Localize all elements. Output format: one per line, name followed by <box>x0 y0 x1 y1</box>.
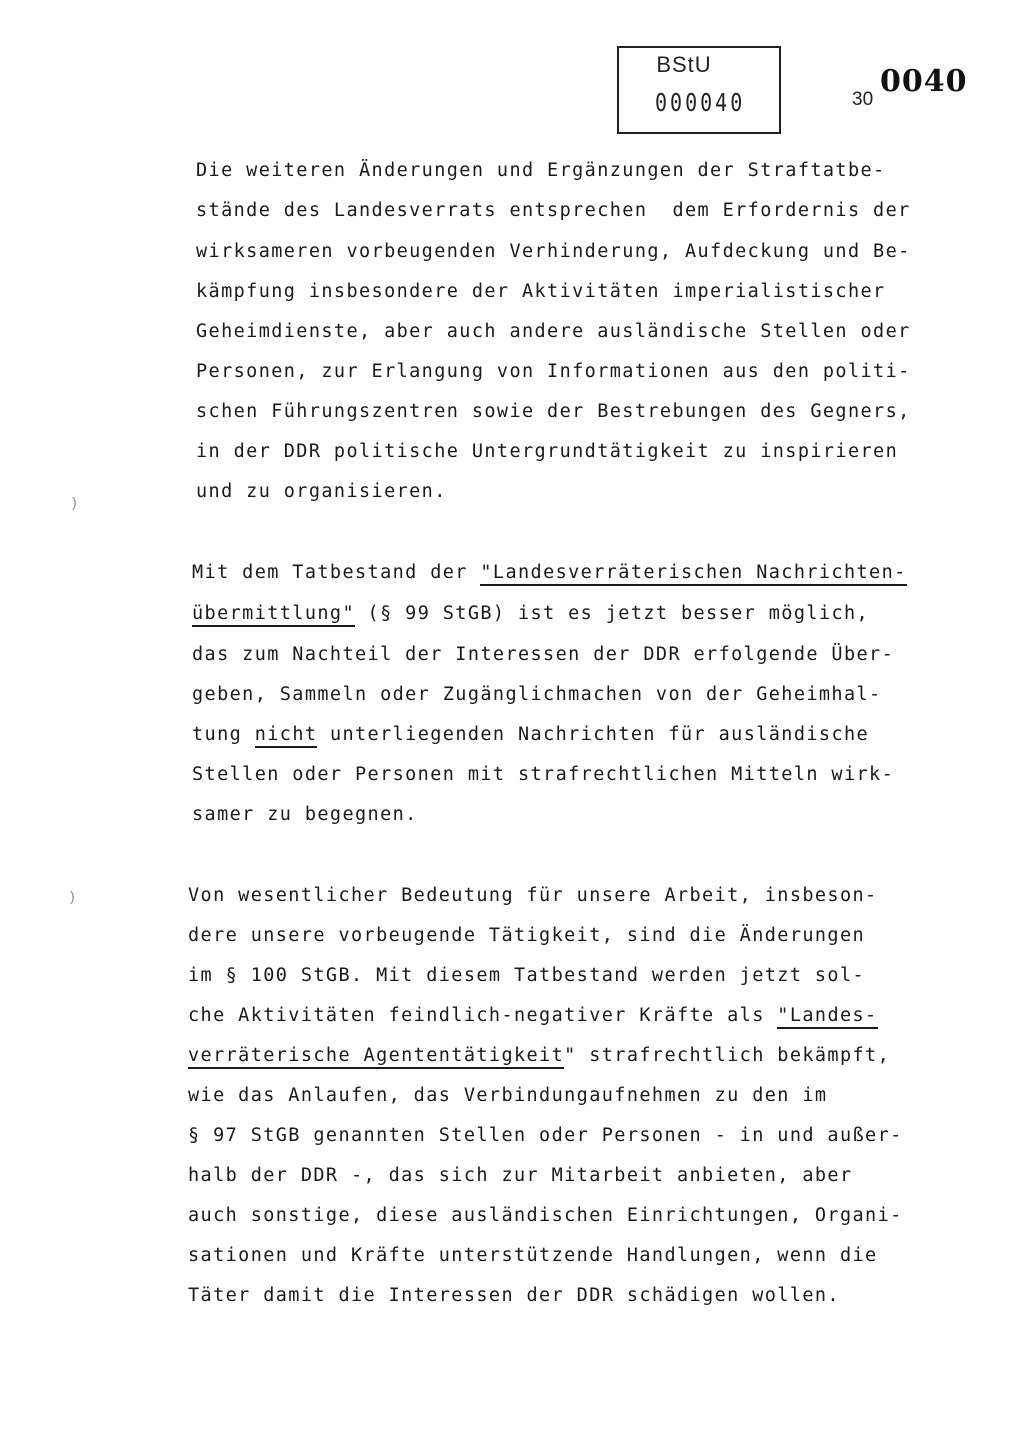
text-line: stände des Landesverrats entsprechen dem Erfordernis der <box>196 200 911 221</box>
text-line: im § 100 StGB. Mit diesem Tatbestand werden jetzt sol- <box>188 965 866 986</box>
text-line <box>188 1005 878 1026</box>
margin-speck: ) <box>72 494 77 510</box>
text-line <box>188 1045 890 1066</box>
text-line <box>192 603 869 624</box>
stamp-agency: BStU <box>656 52 712 77</box>
text-run: tung <box>192 724 255 745</box>
text-line: Die weiteren Änderungen und Ergänzungen der Straftatbe- <box>196 160 886 181</box>
text-line: in der DDR politische Untergrundtätigkeit zu inspirieren <box>196 441 899 462</box>
text-line: kämpfung insbesondere der Aktivitäten imperialistischer <box>196 281 886 302</box>
underlined-term: "Landes- <box>777 1005 877 1029</box>
text-line: Täter damit die Interessen der DDR schädigen wollen. <box>188 1285 840 1306</box>
text-line: geben, Sammeln oder Zugänglichmachen von der Geheimhal- <box>192 684 882 705</box>
folio-number: 0040 <box>880 64 968 99</box>
text-line: wirksameren vorbeugenden Verhinderung, Aufdeckung und Be- <box>196 241 911 262</box>
text-line <box>192 562 907 583</box>
text-line: schen Führungszentren sowie der Bestrebungen des Gegners, <box>196 401 911 422</box>
text-run: (§ 99 StGB) ist es jetzt besser möglich, <box>355 603 870 624</box>
page-number: 30 <box>852 89 874 110</box>
text-line: sationen und Kräfte unterstützende Handlungen, wenn die <box>188 1245 878 1266</box>
archive-stamp <box>617 46 781 134</box>
text-run: unterliegenden Nachrichten für ausländische <box>317 724 870 745</box>
text-line <box>192 724 869 745</box>
text-line: § 97 StGB genannten Stellen oder Personen - in und außer- <box>188 1125 903 1146</box>
text-line: dere unsere vorbeugende Tätigkeit, sind die Änderungen <box>188 925 866 946</box>
text-line: und zu organisieren. <box>196 481 447 502</box>
margin-speck: ) <box>70 888 75 904</box>
text-run: che Aktivitäten feindlich-negativer Kräfte als <box>188 1005 778 1026</box>
text-line: Stellen oder Personen mit strafrechtlichen Mitteln wirk- <box>192 764 895 785</box>
text-line: das zum Nachteil der Interessen der DDR erfolgende Über- <box>192 644 895 665</box>
underlined-term: "Landesverräterischen Nachrichten- <box>480 562 906 586</box>
text-line: Personen, zur Erlangung von Informationen aus den politi- <box>196 361 911 382</box>
text-line: wie das Anlaufen, das Verbindungaufnehmen zu den im <box>188 1085 828 1106</box>
text-run: Mit dem Tatbestand der <box>192 562 481 583</box>
text-line: auch sonstige, diese ausländischen Einrichtungen, Organi- <box>188 1205 903 1226</box>
text-line: Von wesentlicher Bedeutung für unsere Arbeit, insbeson- <box>188 885 878 906</box>
stamp-number: 000040 <box>655 87 746 117</box>
underlined-term: übermittlung" <box>192 603 355 627</box>
text-line: samer zu begegnen. <box>192 804 418 825</box>
underlined-term: verräterische Agententätigkeit <box>188 1045 564 1069</box>
underlined-term: nicht <box>255 724 318 748</box>
text-line: Geheimdienste, aber auch andere ausländische Stellen oder <box>196 321 911 342</box>
text-line: halb der DDR -, das sich zur Mitarbeit anbieten, aber <box>188 1165 853 1186</box>
text-run: " strafrechtlich bekämpft, <box>564 1045 891 1066</box>
